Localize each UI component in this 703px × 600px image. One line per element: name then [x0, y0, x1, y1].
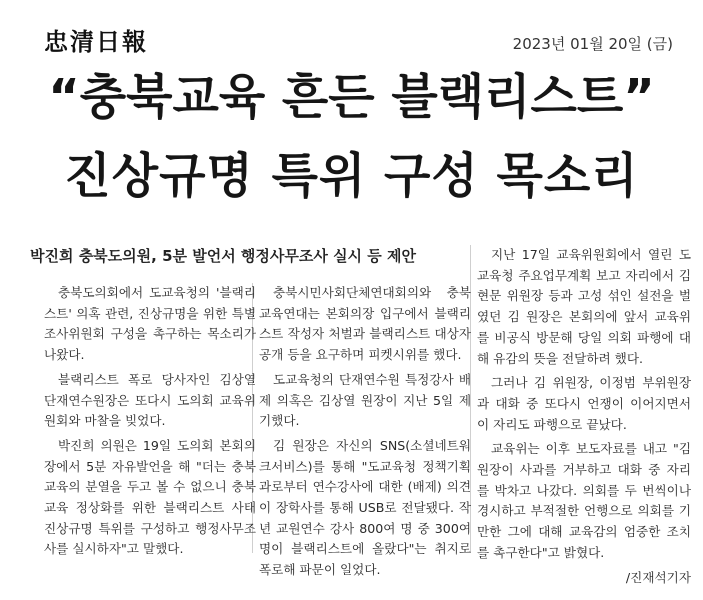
paragraph: 블랙리스트 폭로 당사자인 김상열 단재연수원장은 또다시 도의회 교육위원회와 마찰을 빚었다.	[44, 371, 256, 429]
byline: /진재석기자	[625, 569, 691, 585]
paragraph: 충북도의회에서 도교육청의 '블랙리스트' 의혹 관련, 진상규명을 위한 특별조사위원회 구성을 촉구하는 목소리가 나왔다.	[44, 285, 256, 363]
headline-line-1: “충북교육 흔든 블랙리스트”	[48, 69, 655, 125]
masthead-logo: 忠清日報	[44, 27, 148, 56]
paragraph: 지난 17일 교육위원회에서 열린 도교육청 주요업무계획 보고 자리에서 김현문 위원장 등과 고성 섞인 설전을 벌였던 김 원장은 본회의에 앞서 교육위를 비공식 방문해 당일 의회 파행에 대해 유감의 뜻을 전달하려 했다.	[477, 247, 691, 366]
paragraph: 교육위는 이후 보도자료를 내고 "김 원장이 사과를 거부하고 대화 중 자리를 박차고 나갔다. 의회를 두 번씩이나 경시하고 부적절한 언행으로 의회를 기만한 그에 대해 교육감의 엄중한 조치를 촉구한다"고 밝혔다.	[477, 441, 691, 560]
paragraph: 충북시민사회단체연대회의와 충북교육연대는 본회의장 입구에서 블랙리스트 작성자 처벌과 블랙리스트 대상자 공개 등을 요구하며 피켓시위를 했다.	[259, 285, 471, 363]
paragraph: 김 원장은 자신의 SNS(소셜네트워크서비스)를 통해 "도교육청 정책기획과로부터 연수강사에 대한 (배제) 의견이 장학사를 통해 USB로 전달됐다. 작년 교원연수 강사 800여 명 중 300여 명이 블랙리스트에 올랐다"는 취지로 폭로해 파문이 일었다.	[259, 437, 471, 578]
headline-line-2: 진상규명 특위 구성 목소리	[64, 148, 639, 204]
paragraph: 그러나 김 위원장, 이정범 부위원장과 대화 중 또다시 언쟁이 이어지면서 이 자리도 파행으로 끝났다.	[477, 375, 691, 432]
paragraph: 도교육청의 단재연수원 특정강사 배제 의혹은 김상열 원장이 지난 5일 제기했다.	[259, 371, 471, 429]
article-column-3	[477, 245, 691, 588]
publication-date: 2023년 01월 20일 (금)	[512, 35, 673, 53]
article-column-1	[44, 283, 256, 564]
subheadline: 박진희 충북도의원, 5분 발언서 행정사무조사 실시 등 제안	[30, 247, 416, 265]
article-column-2	[259, 283, 471, 585]
paragraph: 박진희 의원은 19일 도의회 본회의장에서 5분 자유발언을 해 "더는 충북교육의 분열을 두고 볼 수 없으니 충북교육 정상화를 위한 블랙리스트 사태 진상규명 특위를 구성하고 행정사무조사를 실시하자"고 말했다.	[44, 437, 256, 557]
